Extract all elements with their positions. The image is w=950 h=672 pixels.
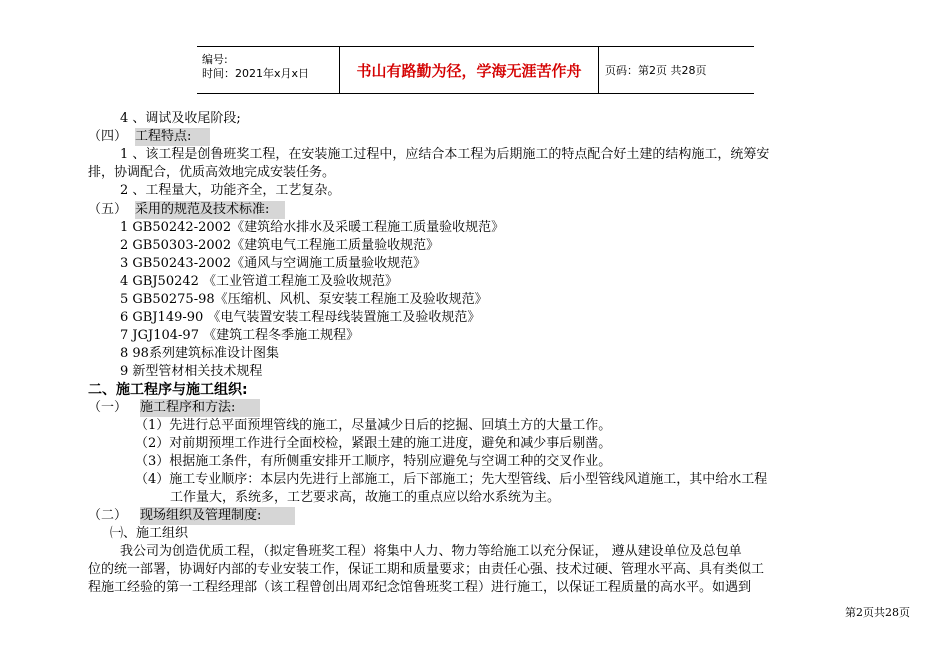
text-line: 1 、该工程是创鲁班奖工程，在安装施工过程中，应结合本工程为后期施工的特点配合好土建的结构施工，统筹安 xyxy=(120,147,770,162)
list-item: （4）施工专业顺序：本层内先进行上部施工，后下部施工；先大型管线、后小型管线风道施工，其中给水工程 xyxy=(135,472,768,487)
motto: 书山有路勤为径，学海无涯苦作舟 xyxy=(340,47,599,93)
paragraph-line: 位的统一部署，协调好内部的专业安装工作，保证工期和质量要求；由责任心强、技术过硬、管理水平高、具有类似工 xyxy=(88,562,765,577)
section-heading: 采用的规范及技术标准: xyxy=(135,201,285,219)
paragraph-line: 我公司为创造优质工程，（拟定鲁班奖工程）将集中人力、物力等给施工以充分保证， 遵从建设单位及总包单 xyxy=(120,544,742,559)
list-item: 3 GB50243-2002《通风与空调施工质量验收规范》 xyxy=(120,256,427,271)
section-number: （四） xyxy=(88,129,128,144)
text-line: 排，协调配合，优质高效地完成安装任务。 xyxy=(88,165,336,180)
header-info-cell xyxy=(197,47,340,93)
number-label: 编号: xyxy=(202,53,228,66)
section-heading: 工程特点: xyxy=(135,128,210,146)
paragraph-line: 程施工经验的第一工程经理部（该工程曾创出周邓纪念馆鲁班奖工程）进行施工，以保证工程质量的高水平。如遇到 xyxy=(88,580,752,595)
page-header xyxy=(197,46,754,94)
list-item: 1 GB50242-2002《建筑给水排水及采暖工程施工质量验收规范》 xyxy=(120,220,505,235)
list-item: 9 新型管材相关技术规程 xyxy=(120,364,263,379)
chapter-heading: 二、施工程序与施工组织: xyxy=(88,382,248,398)
list-item: （1）先进行总平面预埋管线的施工，尽量减少日后的挖掘、回填土方的大量工作。 xyxy=(135,418,612,433)
list-item: 2 GB50303-2002《建筑电气工程施工质量验收规范》 xyxy=(120,238,440,253)
subsection-heading: ㈠、施工组织 xyxy=(110,526,189,541)
section-number: （二） xyxy=(88,508,128,523)
time-label: 时间：2021年x月x日 xyxy=(202,67,310,80)
list-item: 6 GBJ149-90 《电气装置安装工程母线装置施工及验收规范》 xyxy=(120,310,481,325)
text-line: 4 、调试及收尾阶段; xyxy=(120,111,241,126)
page-label: 页码：第2页 共28页 xyxy=(605,64,707,77)
list-item: （3）根据施工条件，有所侧重安排开工顺序，特别应避免与空调工种的交叉作业。 xyxy=(135,454,612,469)
list-item: 4 GBJ50242 《工业管道工程施工及验收规范》 xyxy=(120,274,399,289)
section-number: （五） xyxy=(88,202,128,217)
list-item: 8 98系列建筑标准设计图集 xyxy=(120,346,279,361)
list-item: （2）对前期预埋工作进行全面校检，紧跟土建的施工进度，避免和减少事后剔凿。 xyxy=(135,436,612,451)
text-line: 2 、工程量大，功能齐全，工艺复杂。 xyxy=(120,183,341,198)
list-item: 7 JGJ104-97 《建筑工程冬季施工规程》 xyxy=(120,328,360,343)
section-heading: 施工程序和方法: xyxy=(140,399,260,417)
list-item: 5 GB50275-98《压缩机、风机、泵安装工程施工及验收规范》 xyxy=(120,292,488,307)
section-number: （一） xyxy=(88,400,128,415)
page-footer: 第2页共28页 xyxy=(845,606,910,619)
list-item-continuation: 工作量大，系统多，工艺要求高，故施工的重点应以给水系统为主。 xyxy=(170,490,561,505)
section-heading: 现场组织及管理制度: xyxy=(140,507,295,525)
